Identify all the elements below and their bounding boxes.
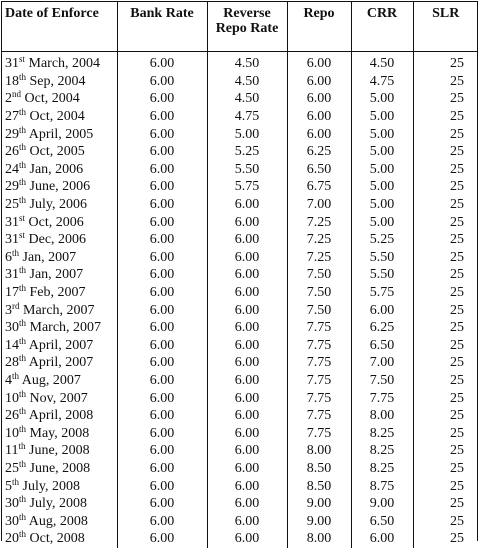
- date-day: 2: [5, 91, 12, 107]
- crr-cell: 5.00: [351, 125, 413, 143]
- date-month-year: Oct, 2006: [25, 214, 84, 230]
- reverse-repo-cell: 6.00: [207, 477, 287, 495]
- date-cell: [2, 301, 117, 319]
- date-cell: [2, 337, 117, 355]
- reverse-repo-cell: 5.00: [207, 125, 287, 143]
- table-row: [2, 125, 478, 143]
- reverse-repo-cell: 6.00: [207, 442, 287, 460]
- repo-cell: 6.00: [287, 125, 351, 143]
- reverse-repo-cell: 6.00: [207, 495, 287, 513]
- date-month-year: June, 2008: [25, 443, 90, 459]
- crr-cell: 8.25: [351, 442, 413, 460]
- date-day: 29: [5, 126, 19, 142]
- date-ordinal-suffix: th: [19, 159, 27, 170]
- crr-cell: 7.00: [351, 354, 413, 372]
- table-row: [2, 389, 478, 407]
- date-ordinal-suffix: th: [19, 318, 27, 329]
- date-day: 10: [5, 390, 19, 406]
- reverse-repo-cell: 6.00: [207, 301, 287, 319]
- date-ordinal-suffix: th: [19, 406, 27, 417]
- date-month-year: April, 2007: [26, 337, 94, 353]
- slr-cell: 25: [413, 442, 478, 460]
- slr-cell: 25: [413, 512, 478, 530]
- bank-rate-cell: 6.00: [117, 424, 207, 442]
- date-ordinal-suffix: th: [19, 494, 27, 505]
- date-day: 27: [5, 109, 19, 125]
- crr-cell: 7.75: [351, 389, 413, 407]
- date-month-year: Oct, 2004: [21, 91, 80, 107]
- date-day: 5: [5, 478, 12, 494]
- slr-cell: 25: [413, 389, 478, 407]
- date-cell: [2, 512, 117, 530]
- table-row: [2, 301, 478, 319]
- reverse-repo-cell: 6.00: [207, 249, 287, 267]
- date-day: 6: [5, 249, 12, 265]
- date-day: 4: [5, 372, 12, 388]
- reverse-repo-cell: 6.00: [207, 213, 287, 231]
- reverse-repo-cell: 6.00: [207, 319, 287, 337]
- crr-cell: 8.00: [351, 407, 413, 425]
- repo-cell: 6.25: [287, 143, 351, 161]
- repo-cell: 6.50: [287, 161, 351, 179]
- slr-cell: 25: [413, 319, 478, 337]
- slr-cell: 25: [413, 161, 478, 179]
- date-day: 3: [5, 302, 12, 318]
- table-body: [2, 52, 478, 548]
- slr-cell: 25: [413, 108, 478, 126]
- crr-cell: 8.25: [351, 460, 413, 478]
- slr-cell: 25: [413, 196, 478, 214]
- crr-cell: 7.50: [351, 372, 413, 390]
- date-ordinal-suffix: th: [19, 265, 27, 276]
- bank-rate-cell: 6.00: [117, 266, 207, 284]
- date-ordinal-suffix: th: [19, 107, 27, 118]
- bank-rate-cell: 6.00: [117, 477, 207, 495]
- date-ordinal-suffix: th: [18, 441, 26, 452]
- crr-cell: 8.75: [351, 477, 413, 495]
- date-day: 25: [5, 197, 19, 213]
- date-ordinal-suffix: st: [19, 54, 26, 65]
- crr-cell: 6.50: [351, 512, 413, 530]
- date-cell: [2, 460, 117, 478]
- date-day: 20: [5, 531, 19, 547]
- repo-cell: 7.75: [287, 424, 351, 442]
- crr-cell: 5.50: [351, 249, 413, 267]
- crr-cell: 6.00: [351, 530, 413, 548]
- slr-cell: 25: [413, 266, 478, 284]
- date-month-year: Oct, 2008: [26, 531, 85, 547]
- bank-rate-cell: 6.00: [117, 442, 207, 460]
- slr-cell: 25: [413, 460, 478, 478]
- bank-rate-cell: 6.00: [117, 108, 207, 126]
- reverse-repo-cell: 6.00: [207, 231, 287, 249]
- date-cell: [2, 530, 117, 548]
- slr-cell: 25: [413, 231, 478, 249]
- crr-cell: 4.75: [351, 73, 413, 91]
- table-row: [2, 460, 478, 478]
- date-cell: [2, 196, 117, 214]
- date-day: 18: [5, 73, 19, 89]
- table-row: [2, 407, 478, 425]
- date-cell: [2, 389, 117, 407]
- repo-cell: 8.00: [287, 442, 351, 460]
- table-row: [2, 319, 478, 337]
- table-row: [2, 196, 478, 214]
- slr-cell: 25: [413, 354, 478, 372]
- repo-cell: 8.50: [287, 477, 351, 495]
- table-row: [2, 108, 478, 126]
- date-month-year: April, 2007: [26, 355, 94, 371]
- date-month-year: Nov, 2007: [26, 390, 88, 406]
- date-cell: [2, 284, 117, 302]
- slr-cell: 25: [413, 178, 478, 196]
- repo-cell: 7.75: [287, 354, 351, 372]
- date-ordinal-suffix: th: [19, 353, 27, 364]
- bank-rate-cell: 6.00: [117, 389, 207, 407]
- slr-cell: 25: [413, 372, 478, 390]
- date-day: 31: [5, 267, 19, 283]
- date-cell: [2, 249, 117, 267]
- date-day: 31: [5, 232, 19, 248]
- header-crr: CRR: [351, 2, 413, 52]
- reverse-repo-cell: 6.00: [207, 196, 287, 214]
- bank-rate-cell: 6.00: [117, 196, 207, 214]
- slr-cell: 25: [413, 249, 478, 267]
- slr-cell: 25: [413, 495, 478, 513]
- repo-cell: 7.75: [287, 372, 351, 390]
- date-cell: [2, 354, 117, 372]
- crr-cell: 5.25: [351, 231, 413, 249]
- date-month-year: Jan, 2007: [19, 249, 77, 265]
- crr-cell: 4.50: [351, 52, 413, 73]
- date-day: 17: [5, 285, 19, 301]
- slr-cell: 25: [413, 477, 478, 495]
- reverse-repo-cell: 6.00: [207, 512, 287, 530]
- table-row: [2, 495, 478, 513]
- bank-rate-cell: 6.00: [117, 249, 207, 267]
- bank-rate-cell: 6.00: [117, 284, 207, 302]
- repo-cell: 6.00: [287, 90, 351, 108]
- repo-cell: 7.50: [287, 301, 351, 319]
- bank-rate-cell: 6.00: [117, 460, 207, 478]
- repo-cell: 7.25: [287, 213, 351, 231]
- date-day: 25: [5, 460, 19, 476]
- date-day: 31: [5, 56, 19, 72]
- crr-cell: 5.50: [351, 266, 413, 284]
- bank-rate-cell: 6.00: [117, 319, 207, 337]
- bank-rate-cell: 6.00: [117, 231, 207, 249]
- table-row: [2, 178, 478, 196]
- table-row: [2, 52, 478, 73]
- header-repo: Repo: [287, 2, 351, 52]
- crr-cell: 5.00: [351, 196, 413, 214]
- repo-cell: 6.00: [287, 73, 351, 91]
- reverse-repo-cell: 6.00: [207, 372, 287, 390]
- bank-rate-cell: 6.00: [117, 512, 207, 530]
- date-month-year: March, 2004: [25, 56, 101, 72]
- date-cell: [2, 231, 117, 249]
- bank-rate-cell: 6.00: [117, 372, 207, 390]
- date-month-year: Sep, 2004: [26, 73, 86, 89]
- slr-cell: 25: [413, 284, 478, 302]
- bank-rate-cell: 6.00: [117, 90, 207, 108]
- date-day: 30: [5, 320, 19, 336]
- date-month-year: July, 2008: [19, 478, 80, 494]
- date-ordinal-suffix: th: [19, 458, 27, 469]
- table-row: [2, 530, 478, 548]
- date-ordinal-suffix: st: [19, 230, 26, 241]
- date-ordinal-suffix: th: [19, 423, 27, 434]
- table-row: [2, 90, 478, 108]
- crr-cell: 5.00: [351, 90, 413, 108]
- table-row: [2, 372, 478, 390]
- header-date: Date of Enforce: [2, 2, 117, 52]
- date-cell: [2, 477, 117, 495]
- table-row: [2, 73, 478, 91]
- date-cell: [2, 108, 117, 126]
- date-day: 10: [5, 425, 19, 441]
- crr-cell: 5.00: [351, 143, 413, 161]
- table-row: [2, 284, 478, 302]
- date-ordinal-suffix: th: [19, 124, 27, 135]
- bank-rate-cell: 6.00: [117, 407, 207, 425]
- bank-rate-cell: 6.00: [117, 354, 207, 372]
- crr-cell: 5.00: [351, 108, 413, 126]
- slr-cell: 25: [413, 407, 478, 425]
- date-ordinal-suffix: th: [19, 142, 27, 153]
- reverse-repo-cell: 6.00: [207, 337, 287, 355]
- repo-cell: 9.00: [287, 512, 351, 530]
- date-cell: [2, 266, 117, 284]
- bank-rate-cell: 6.00: [117, 337, 207, 355]
- date-ordinal-suffix: th: [19, 511, 27, 522]
- table-row: [2, 512, 478, 530]
- table-row: [2, 231, 478, 249]
- date-ordinal-suffix: th: [12, 370, 20, 381]
- reverse-repo-cell: 6.00: [207, 266, 287, 284]
- slr-cell: 25: [413, 90, 478, 108]
- header-slr: SLR: [413, 2, 478, 52]
- table-row: [2, 161, 478, 179]
- reverse-repo-cell: 6.00: [207, 424, 287, 442]
- date-cell: [2, 319, 117, 337]
- reverse-repo-cell: 4.75: [207, 108, 287, 126]
- bank-rate-cell: 6.00: [117, 213, 207, 231]
- date-month-year: Oct, 2005: [26, 144, 85, 160]
- reverse-repo-cell: 4.50: [207, 90, 287, 108]
- slr-cell: 25: [413, 213, 478, 231]
- reverse-repo-cell: 6.00: [207, 389, 287, 407]
- crr-cell: 6.50: [351, 337, 413, 355]
- date-month-year: Dec, 2006: [25, 232, 87, 248]
- slr-cell: 25: [413, 424, 478, 442]
- date-ordinal-suffix: th: [12, 476, 20, 487]
- date-ordinal-suffix: th: [19, 71, 27, 82]
- reverse-repo-cell: 5.75: [207, 178, 287, 196]
- date-month-year: Feb, 2007: [26, 285, 86, 301]
- date-day: 29: [5, 179, 19, 195]
- slr-cell: 25: [413, 530, 478, 548]
- repo-cell: 8.50: [287, 460, 351, 478]
- bank-rate-cell: 6.00: [117, 530, 207, 548]
- repo-cell: 8.00: [287, 530, 351, 548]
- crr-cell: 5.00: [351, 178, 413, 196]
- date-ordinal-suffix: th: [19, 283, 27, 294]
- date-month-year: June, 2006: [26, 179, 91, 195]
- date-ordinal-suffix: th: [19, 388, 27, 399]
- slr-cell: 25: [413, 52, 478, 73]
- crr-cell: 5.75: [351, 284, 413, 302]
- reverse-repo-cell: 6.00: [207, 530, 287, 548]
- reverse-repo-cell: 6.00: [207, 460, 287, 478]
- date-month-year: June, 2008: [26, 460, 91, 476]
- date-day: 24: [5, 161, 19, 177]
- reverse-repo-cell: 5.50: [207, 161, 287, 179]
- repo-cell: 7.75: [287, 319, 351, 337]
- repo-cell: 7.75: [287, 337, 351, 355]
- table-row: [2, 266, 478, 284]
- slr-cell: 25: [413, 337, 478, 355]
- policy-rates-table: [2, 2, 478, 548]
- crr-cell: 6.25: [351, 319, 413, 337]
- table-row: [2, 143, 478, 161]
- date-day: 26: [5, 408, 19, 424]
- date-day: 30: [5, 513, 19, 529]
- date-month-year: Jan, 2006: [26, 161, 84, 177]
- date-day: 11: [5, 443, 19, 459]
- date-cell: [2, 73, 117, 91]
- bank-rate-cell: 6.00: [117, 178, 207, 196]
- date-month-year: March, 2007: [26, 320, 102, 336]
- bank-rate-cell: 6.00: [117, 125, 207, 143]
- reverse-repo-cell: 5.25: [207, 143, 287, 161]
- reverse-repo-cell: 6.00: [207, 284, 287, 302]
- date-cell: [2, 161, 117, 179]
- date-month-year: May, 2008: [26, 425, 90, 441]
- repo-cell: 7.25: [287, 231, 351, 249]
- date-month-year: March, 2007: [19, 302, 95, 318]
- date-cell: [2, 407, 117, 425]
- bank-rate-cell: 6.00: [117, 161, 207, 179]
- crr-cell: 5.00: [351, 213, 413, 231]
- date-cell: [2, 424, 117, 442]
- table-row: [2, 424, 478, 442]
- repo-cell: 7.25: [287, 249, 351, 267]
- date-cell: [2, 178, 117, 196]
- reverse-repo-cell: 6.00: [207, 354, 287, 372]
- slr-cell: 25: [413, 143, 478, 161]
- date-day: 31: [5, 214, 19, 230]
- reverse-repo-cell: 6.00: [207, 407, 287, 425]
- date-ordinal-suffix: st: [19, 212, 26, 223]
- repo-cell: 6.00: [287, 108, 351, 126]
- repo-cell: 7.75: [287, 407, 351, 425]
- date-month-year: Aug, 2007: [19, 372, 81, 388]
- date-cell: [2, 52, 117, 73]
- date-cell: [2, 125, 117, 143]
- bank-rate-cell: 6.00: [117, 143, 207, 161]
- repo-cell: 7.00: [287, 196, 351, 214]
- rates-table-frame: [1, 1, 478, 547]
- slr-cell: 25: [413, 73, 478, 91]
- reverse-repo-cell: 4.50: [207, 73, 287, 91]
- table-row: [2, 337, 478, 355]
- table-row: [2, 213, 478, 231]
- crr-cell: 5.00: [351, 161, 413, 179]
- table-row: [2, 442, 478, 460]
- date-day: 28: [5, 355, 19, 371]
- date-ordinal-suffix: th: [12, 247, 20, 258]
- bank-rate-cell: 6.00: [117, 301, 207, 319]
- date-cell: [2, 372, 117, 390]
- date-cell: [2, 495, 117, 513]
- table-row: [2, 249, 478, 267]
- bank-rate-cell: 6.00: [117, 73, 207, 91]
- crr-cell: 8.25: [351, 424, 413, 442]
- crr-cell: 6.00: [351, 301, 413, 319]
- repo-cell: 9.00: [287, 495, 351, 513]
- date-month-year: Oct, 2004: [26, 109, 85, 125]
- date-month-year: July, 2008: [26, 496, 87, 512]
- date-ordinal-suffix: th: [19, 529, 27, 540]
- table-row: [2, 477, 478, 495]
- date-day: 30: [5, 496, 19, 512]
- date-day: 14: [5, 337, 19, 353]
- date-ordinal-suffix: th: [19, 335, 27, 346]
- date-ordinal-suffix: nd: [12, 89, 21, 100]
- slr-cell: 25: [413, 125, 478, 143]
- repo-cell: 7.50: [287, 266, 351, 284]
- slr-cell: 25: [413, 301, 478, 319]
- repo-cell: 6.00: [287, 52, 351, 73]
- date-ordinal-suffix: rd: [12, 300, 20, 311]
- date-month-year: July, 2006: [26, 197, 87, 213]
- date-cell: [2, 213, 117, 231]
- date-month-year: Jan, 2007: [26, 267, 84, 283]
- repo-cell: 6.75: [287, 178, 351, 196]
- crr-cell: 9.00: [351, 495, 413, 513]
- date-day: 26: [5, 144, 19, 160]
- repo-cell: 7.75: [287, 389, 351, 407]
- reverse-repo-cell: 4.50: [207, 52, 287, 73]
- header-row: [2, 2, 478, 52]
- date-cell: [2, 442, 117, 460]
- table-row: [2, 354, 478, 372]
- header-bank-rate: Bank Rate: [117, 2, 207, 52]
- date-ordinal-suffix: th: [19, 177, 27, 188]
- date-month-year: April, 2008: [26, 408, 94, 424]
- date-month-year: April, 2005: [26, 126, 94, 142]
- date-cell: [2, 90, 117, 108]
- header-reverse-repo: Reverse Repo Rate: [207, 2, 287, 52]
- date-cell: [2, 143, 117, 161]
- repo-cell: 7.50: [287, 284, 351, 302]
- date-month-year: Aug, 2008: [26, 513, 88, 529]
- date-ordinal-suffix: th: [19, 195, 27, 206]
- bank-rate-cell: 6.00: [117, 495, 207, 513]
- bank-rate-cell: 6.00: [117, 52, 207, 73]
